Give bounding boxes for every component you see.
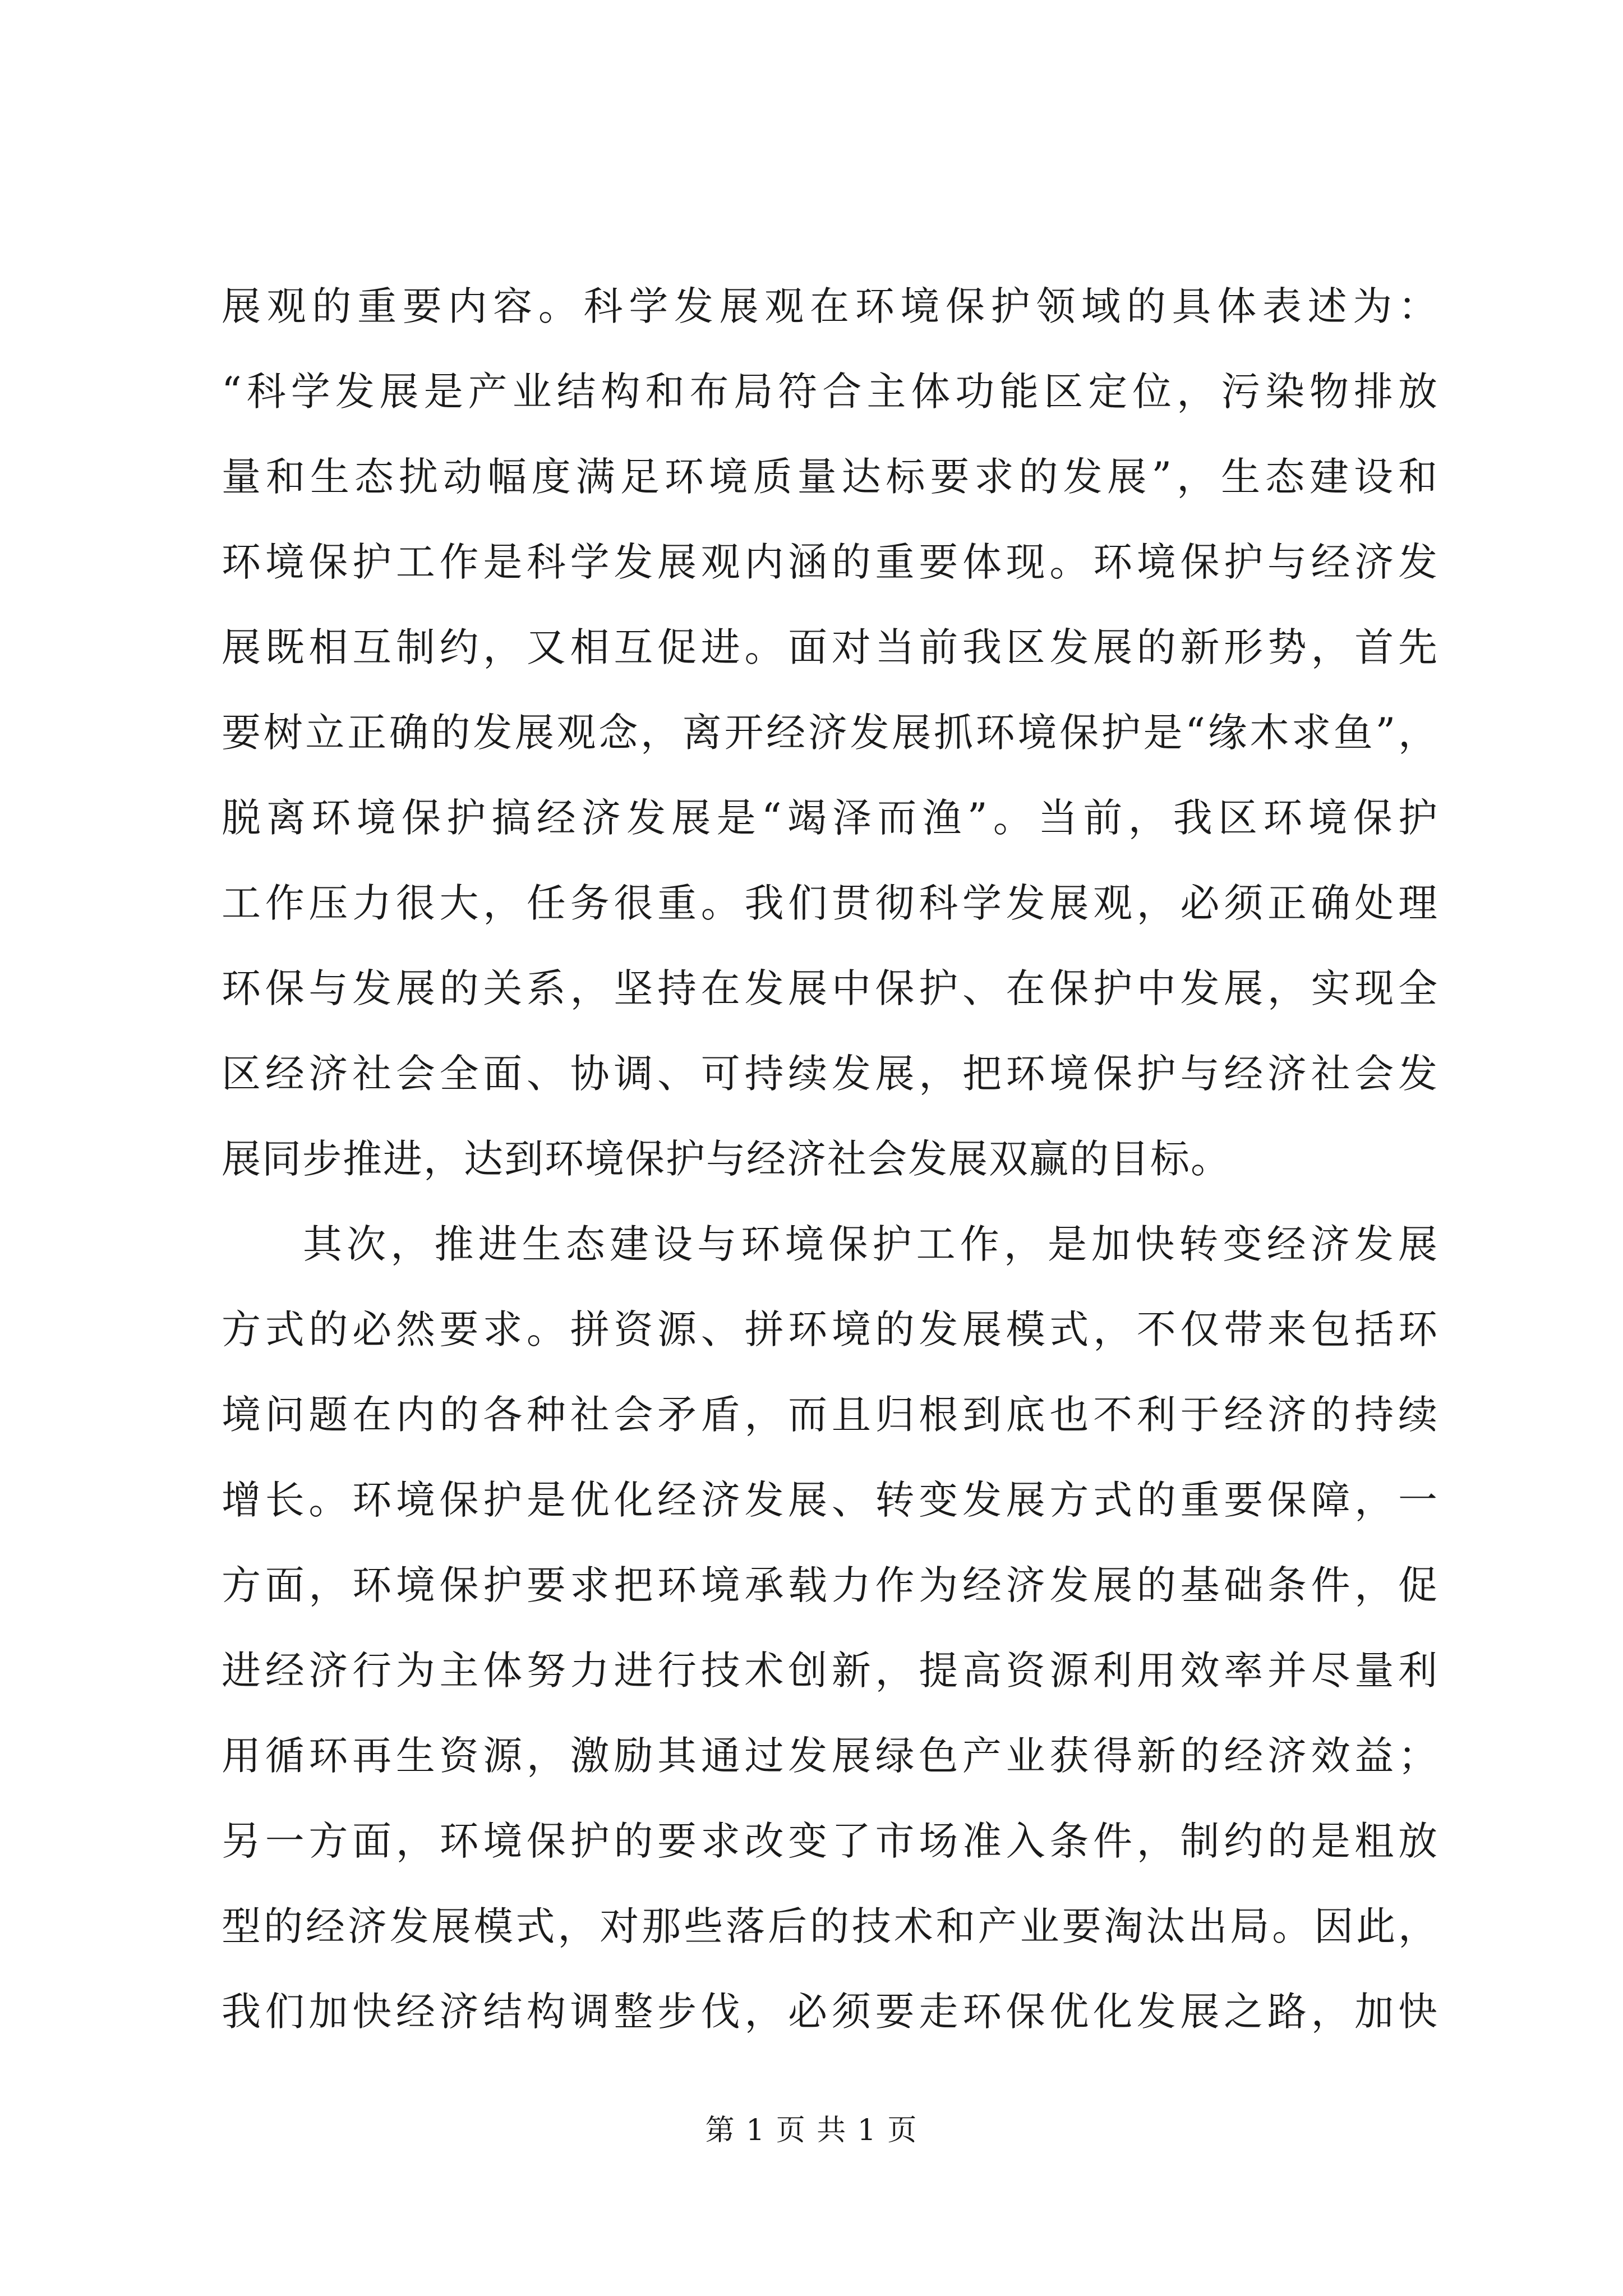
text-line: 型的经济发展模式，对那些落后的技术和产业要淘汰出局。因此， <box>222 1903 1438 1949</box>
text-line: 增长。环境保护是优化经济发展、转变发展方式的重要保障，一 <box>222 1477 1438 1523</box>
text-line: 要树立正确的发展观念，离开经济发展抓环境保护是“缘木求鱼”， <box>222 710 1438 756</box>
text-line: 量和生态扰动幅度满足环境质量达标要求的发展”，生态建设和 <box>222 454 1438 500</box>
text-line: 我们加快经济结构调整步伐，必须要走环保优化发展之路，加快 <box>222 1989 1438 2035</box>
text-line: 方式的必然要求。拼资源、拼环境的发展模式，不仅带来包括环 <box>222 1306 1438 1352</box>
text-line: 进经济行为主体努力进行技术创新，提高资源利用效率并尽量利 <box>222 1648 1438 1694</box>
text-line: 其次，推进生态建设与环境保护工作，是加快转变经济发展 <box>303 1221 1438 1267</box>
text-line: 环保与发展的关系，坚持在发展中保护、在保护中发展，实现全 <box>222 965 1438 1011</box>
text-line: 境问题在内的各种社会矛盾，而且归根到底也不利于经济的持续 <box>222 1392 1438 1438</box>
text-line: 区经济社会全面、协调、可持续发展，把环境保护与经济社会发 <box>222 1051 1438 1097</box>
text-line: 工作压力很大，任务很重。我们贯彻科学发展观，必须正确处理 <box>222 880 1438 926</box>
text-line: 展既相互制约，又相互促进。面对当前我区发展的新形势，首先 <box>222 624 1438 670</box>
text-line: 方面，环境保护要求把环境承载力作为经济发展的基础条件，促 <box>222 1562 1438 1608</box>
text-line: 脱离环境保护搞经济发展是“竭泽而渔”。当前，我区环境保护 <box>222 795 1438 841</box>
text-line: “科学发展是产业结构和布局符合主体功能区定位，污染物排放 <box>222 369 1438 415</box>
text-line: 用循环再生资源，激励其通过发展绿色产业获得新的经济效益； <box>222 1733 1438 1779</box>
body-text <box>222 264 1438 2054</box>
text-line: 环境保护工作是科学发展观内涵的重要体现。环境保护与经济发 <box>222 539 1438 585</box>
text-line: 展观的重要内容。科学发展观在环境保护领域的具体表述为： <box>222 283 1438 329</box>
text-line: 另一方面，环境保护的要求改变了市场准入条件，制约的是粗放 <box>222 1818 1438 1864</box>
text-line: 展同步推进，达到环境保护与经济社会发展双赢的目标。 <box>222 1136 1231 1182</box>
page-footer: 第 1 页 共 1 页 <box>705 2114 918 2147</box>
